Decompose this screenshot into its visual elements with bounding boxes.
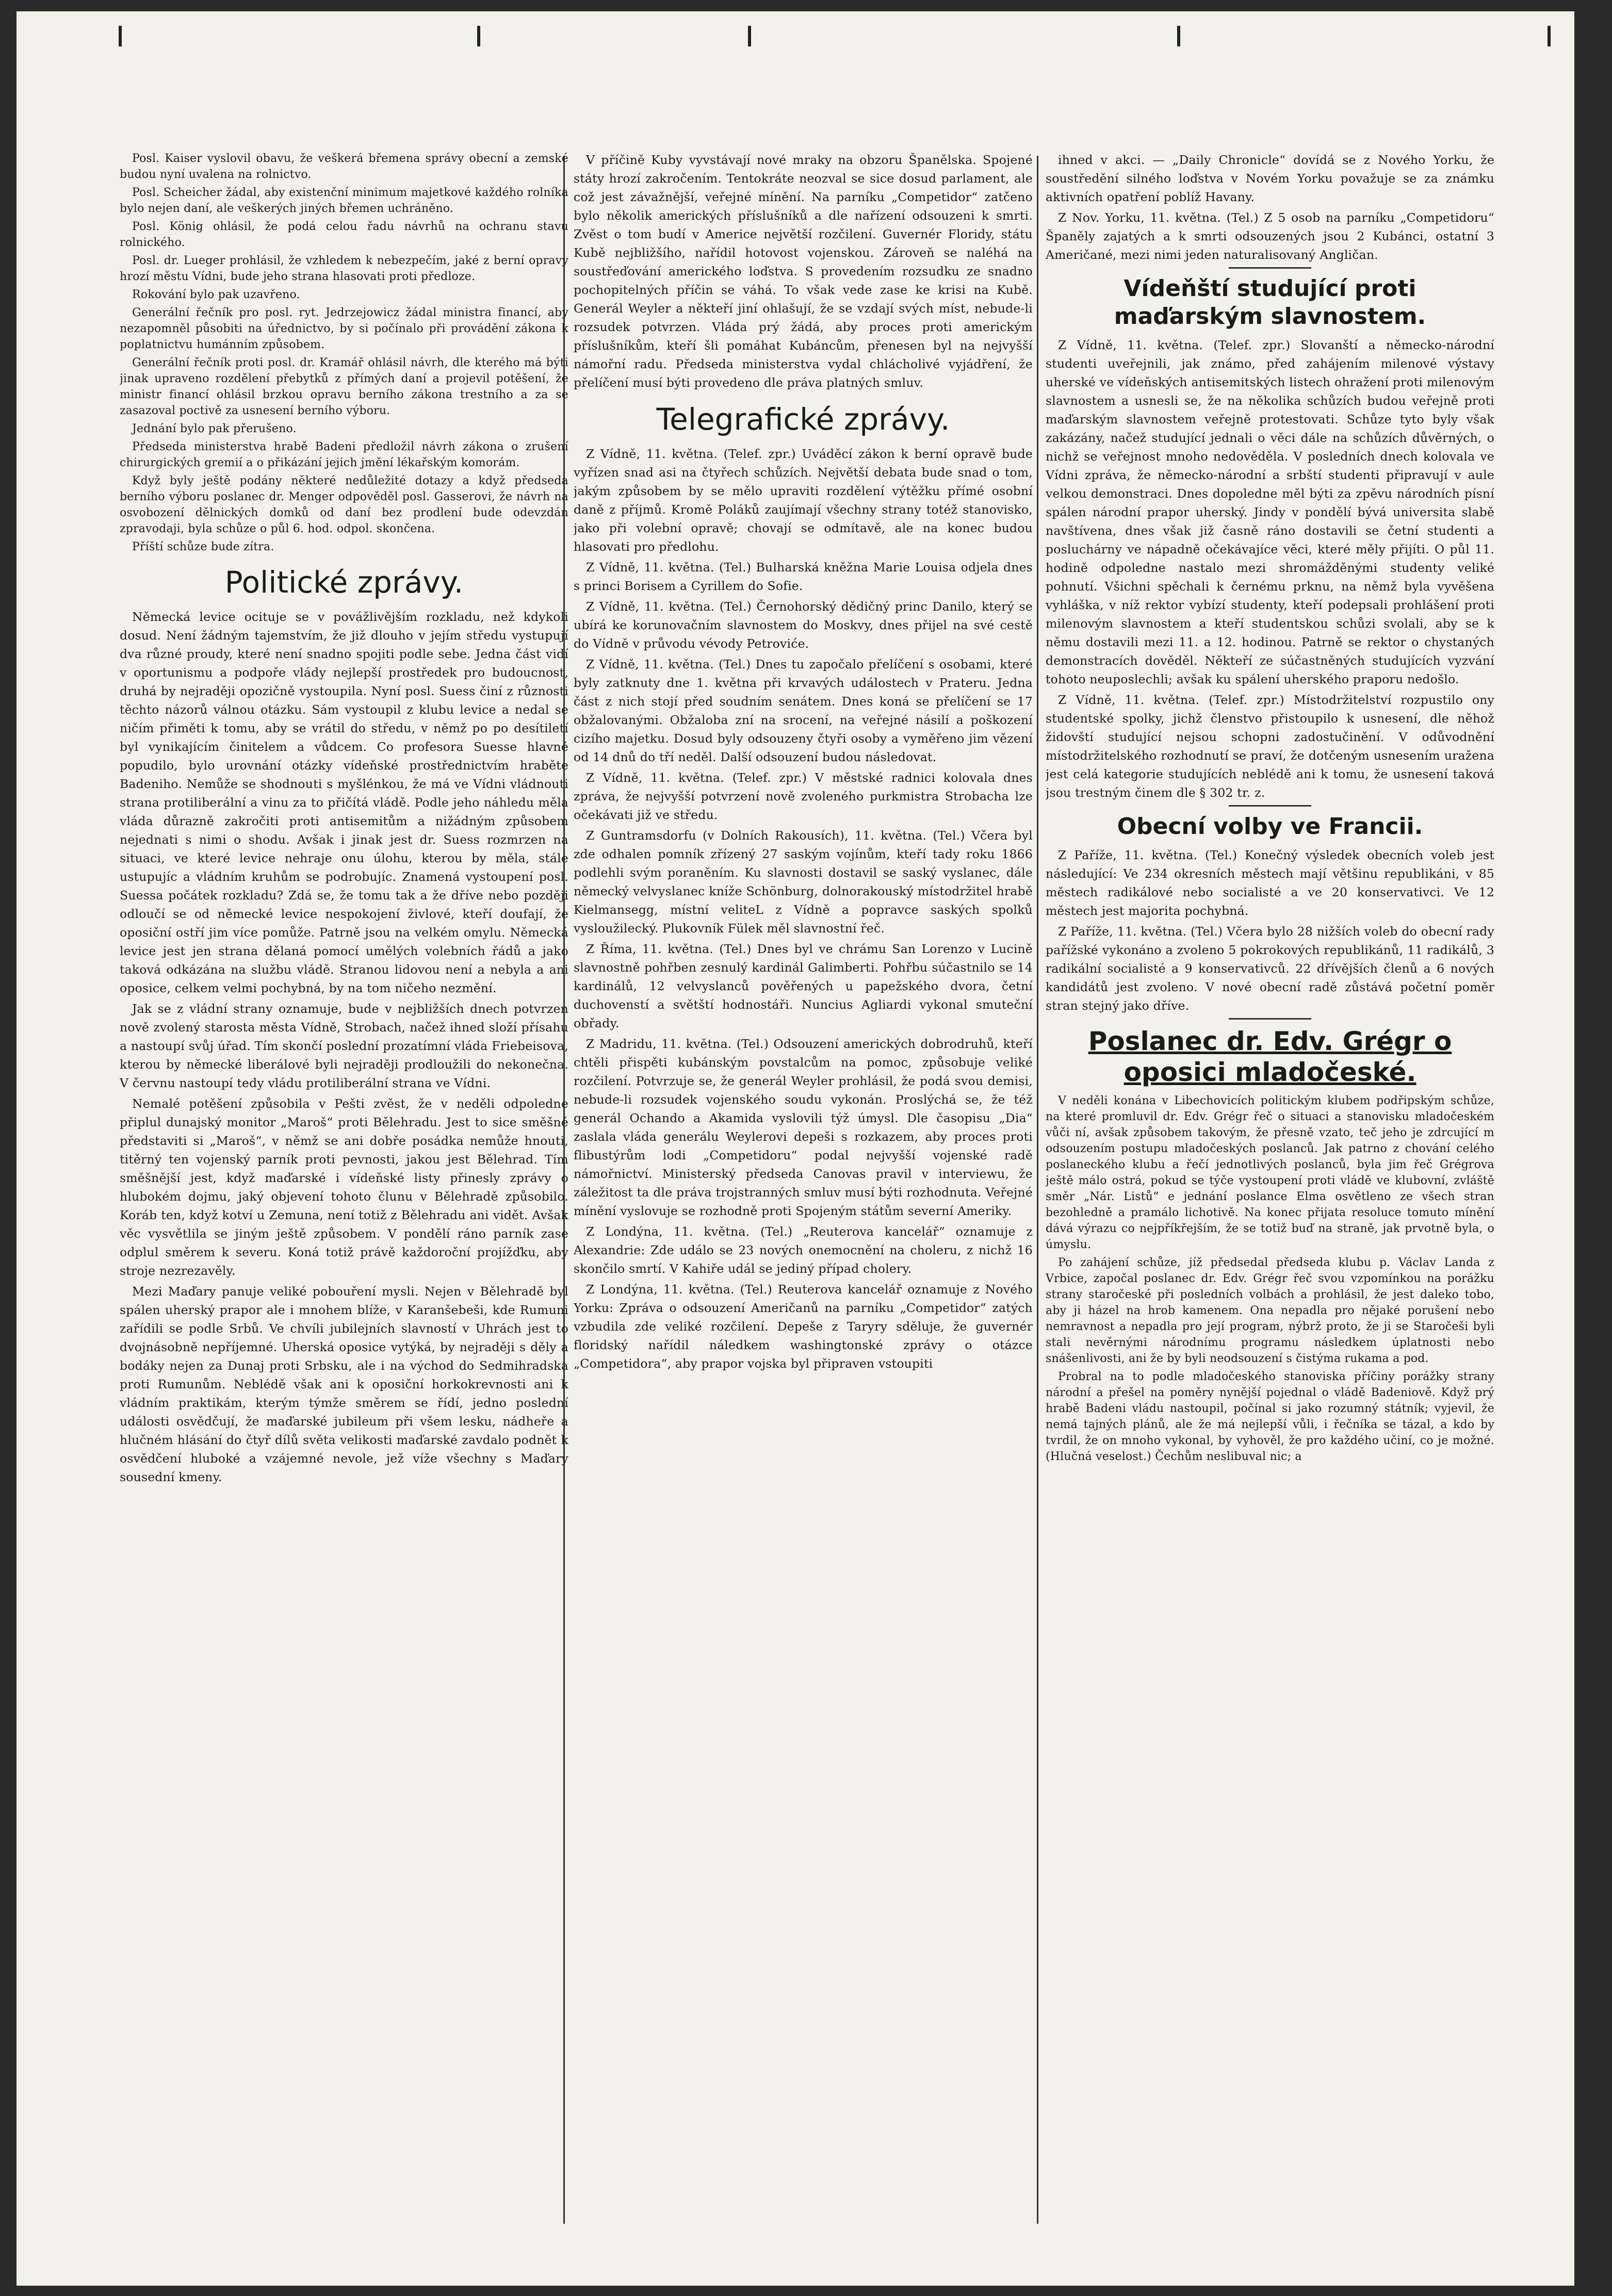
separator-line [1229,1018,1311,1020]
paragraph: Příští schůze bude zítra. [132,540,274,553]
section-heading-studujici: Vídeňští studující proti maďarským slavnostem. [1114,275,1426,330]
paragraph: V neděli konána v Libechovicích politickým klubem podřipským schůze, na které promluvil dr. Edv. Grégr řeč o situaci a stanovisku mladočeském vůči ní, avšak způsobem takovým, že přesně vzato, teč jeho je zdrcující m odsouzením postupu mladočeských poslanců. Jak patrno z chování celého poslaneckého klubu a řečí jednotlivých poslanců, byla jim řeč Grégrova ještě málo ostrá, pokud se týče vystoupení proti vládě ve klubovní, zvláště směr „Nár. Listů“ e jednání poslance Elma osvětleno ze všech stran bezohledně a pramálo lichotivě. Na konec přijata resoluce tomuto mínění dává výrazu co nejpříkřejším, že se totiž buď na straně, jak prvotně byla, o úmyslu. [1046,1094,1494,1251]
gregr-article [1046,1093,1494,1465]
edge-mark [1548,26,1551,46]
section-heading-telegraficke-zpravy: Telegrafické zprávy. [656,402,950,437]
separator-line [1229,805,1311,807]
paragraph: Z Vídně, 11. května. (Telef. zpr.) V městské radnici kolovala dnes zpráva, že nejvyšší potvrzení nově zvoleného purkmistra Strobacha lze očekávati již ve středu. [574,770,1033,822]
paragraph: Z Paříže, 11. května. (Tel.) Včera bylo 28 nižších voleb do obecní rady pařížské vykonáno a zvoleno 5 pokrokových republikánů, 11 radikálů, 3 radikální socialisté a 9 konservativců. 22 dřívějších členů a 6 nových kandidátů jest zvoleno. V nové obecní radě zůstává početní poměr stran stejný jako dříve. [1046,924,1494,1013]
paragraph: Rokování bylo pak uzavřeno. [132,288,300,301]
paragraph: Z Vídně, 11. května. (Tel.) Dnes tu započalo přelíčení s osobami, které byly zatknuty dne 1. května při krvavých událostech v Prateru. Jedna část z nich stojí před soudním senátem. Dnes koná se přelíčení se 17 obžalovanými. Obžaloba zní na srocení, na veřejné násilí a poškození cizího majetku. Dosud byly odsouzeny čtyři osoby a vyměřeno jim vězení od 14 dnů do tří neděl. Další odsouzení budou následovat. [574,657,1033,764]
paragraph: Mezi Maďary panuje veliké pobouření mysli. Nejen v Bělehradě byl spálen uherský prapor ale i mnohem blíže, v Karanšebeši, kde Rumuni zařídili se podle Srbů. Ve chvíli jubilejních slavností v Uhrách jest to dvojnásobně nepříjemné. Uherská oposice vytýká, by nejraději s děly a bodáky nejen za Dunaj proti Srbsku, ale i na východ do Sedmihradska proti Rumunům. Neblédě však ani k oposiční horkokrevnosti ani k vládním praktikám, kterým týmže směrem se řídí, jedno poslední události osvědčují, že maďarské jubileum při všem lesku, nádheře a hlučném hlásání do čtyř dílů světa velikosti maďarské zavdalo podnět k osvědčení hluboké a vzájemné nevole, jež víže všechny s Maďary sousední kmeny. [120,1284,568,1484]
column-2 [574,151,1033,2229]
column-1 [120,151,568,2229]
separator-line [1229,267,1311,269]
paragraph: Posl. Scheicher žádal, aby existenční minimum majetkové každého rolníka bylo nejen daní, ale veškerých jiných břemen uchráněno. [120,186,568,215]
paragraph: Posl. Kaiser vyslovil obavu, že veškerá břemena správy obecní a zemské budou nyní uvalena na rolnictvo. [120,152,568,181]
paragraph: Generální řečník proti posl. dr. Kramář ohlásil návrh, dle kterého má býti jinak upraveno rozdělení přebytků z přímých daní a projevil potěšení, že ministr financí ohlásil brzkou opravu berního zákona trestního a za se zasazoval poctivě za usnesení berního výboru. [120,356,568,417]
paragraph: Z Londýna, 11. května. (Tel.) „Reuterova kancelář“ oznamuje z Alexandrie: Zde událo se 23 nových onemocnění na choleru, z nichž 16 skončilo smrtí. V Kahiře udál se jediný případ cholery. [574,1224,1033,1276]
paragraph: Posl. König ohlásil, že podá celou řadu návrhů na ochranu stavu rolnického. [120,220,568,249]
paragraph: Německá levice ocituje se v povážlivějším rozkladu, než kdykoli dosud. Není žádným tajemstvím, že již dlouho v jejím středu vystupují dva různé proudy, které není snadno spojiti podle sebe. Jedna část vidí v oportunismu a podpoře vlády nejlepší prostředek pro budoucnost, druhá by nejraději opozičně vystoupila. Nyní posl. Suess činí z různosti těchto názorů válnou otázku. Sám vystoupil z klubu levice a nedal se ničím přiměti k tomu, aby se vrátil do středu, v němž po po desítiletí byl vynikajícím činitelem a vůdcem. Co profesora Suesse hlavně popudilo, bylo urovnání otázky vídeňské prostřednictvím hraběte Badeniho. Nemůže se shodnouti s myšlénkou, že má ve Vídni vládnouti strana protiliberální a vinu za to přičítá vládě. Podle jeho náhledu měla vláda důrazně zakročiti proti antisemitům a nižádným způsobem nejednati s nimi o shodu. Avšak i jinak jest dr. Suess rozmrzen na situaci, ve které levice nehraje onu úlohu, kterou by měla, stále ustupujíc a vládním kruhům se podrobujíc. Znamená vystoupení posl. Suessa počátek rozkladu? Zdá se, že tomu tak a že dříve nebo později odloučí se od německé levice nespokojení živlové, kteří doufají, že oposiční ostří jim více pomůže. Patrně jsou na velkém omylu. Německá levice jest jen strana dělaná pomocí umělých volebních řádů a jako taková odkázána na službu vládě. Stranou lidovou není a nebyla a ani oposice, celkem velmi pochybná, by na tom ničeho nezmění. [120,610,568,995]
paragraph: Z Guntramsdorfu (v Dolních Rakousích), 11. května. (Tel.) Včera byl zde odhalen pomník zřízený 27 saským vojínům, kteří tady roku 1866 podlehli svým poraněním. Ku slavnosti dostavil se saský vyslanec, dále německý velvyslanec kníže Schönburg, dolnorakouský místodržitel hrabě Kielmansegg, místní veliteL z Vídně a popravce saských spolků vysloužilecký. Plukovník Fülek měl slavnostní řeč. [574,828,1033,936]
paragraph: Jak se z vládní strany oznamuje, bude v nejbližších dnech potvrzen nově zvolený starosta města Vídně, Strobach, načež ihned složí přísahu a nastoupí svůj úřad. Tím skončí poslední prozatímní vláda Friebeisova, kterou by německé liberálové byli nejraději prodloužili do nekonečna. V červnu nastoupí tedy vládu protiliberální strana ve Vídni. [120,1002,568,1090]
paragraph: Z Vídně, 11. května. (Telef. zpr.) Slovanští a německo-národní studenti uveřejnili, jak známo, před zahájením milenové výstavy uherské ve vídeňských antisemitských listech ohražení proti milenovým slavnostem a usnesli se, že na několika schůzích budou veřejně proti maďarským slavnostem veřejně protestovati. Schůze tyto byly však zakázány, načež studující jednali o věci dále na schůzích důvěrných, o nichž se veřejnost mnoho nedověděla. V posledních dnech kolovala ve Vídni zpráva, že německo-národní a srbští studenti připravují v aule velkou demonstraci. Dnes dopoledne měl býti za zpěvu národních písní spálen národní prapor uherský. Jindy v pondělí bývá universita slabě navštívena, dnes však již časně ráno dostavili se četní studenti a posluchárny ve nápadně očekávajíce věci, které měly přijíti. O půl 11. hodině odpoledne nastalo mezi shromážděnými studenty veliké pohnutí. Všichni spěchali k černému prknu, na němž byla vyvěšena vyhláška, v níž rektor vybízí studenty, kteří podepsali prohlášení proti milenovým slavnostem a kteří studentskou schůzi svolali, aby se k němu dostavili mezi 11. a 12. hodinou. Patrně se rektor o chystaných demonstracích dověděl. Někteří ze súčastněných studujících vyzvání tohoto neuposlechli; avšak ku spálení uherského praporu nedošlo. [1046,338,1494,686]
paragraph: Z Paříže, 11. května. (Tel.) Konečný výsledek obecních voleb jest následující: Ve 234 okresních městech mají většinu republikáni, v 85 městech radikálové nebo socialisté a ve 20 konservativci. Ve 12 městech jest majorita pochybná. [1046,848,1494,918]
paragraph: V příčině Kuby vyvstávají nové mraky na obzoru Španělska. Spojené státy hrozí zakročením. Tentokráte neozval se sice dosud parlament, ale což jest závažnější, veřejné mínění. Na parníku „Competidor“ zatčeno bylo několik amerických příslušníků a dle nařízení odsouzeni k smrti. Zvěst o tom budí v Americe největší rozčilení. Guvernér Floridy, státu Kubě nejbližšího, nařídil hotovost vojenskou. Zároveň se naléhá na soustřeďování amerického loďstva. S provedením rozsudku ze snadno pochopitelných příčin se váhá. To však vede zase ke krisi na Kubě. Generál Weyler a někteří jiní ohlašují, že se vzdají svých míst, nebude-li rozsudek potvrzen. Vláda prý žádá, aby proces proti americkým příslušníkům, kteří šli pomáhat Kubáncům, přenesen byl na nejvyšší námořní radu. Předseda ministerstva vydal chlácholivé vyjádření, že přelíčení musí býti provedeno dle práva platných smluv. [574,153,1033,390]
paragraph: Z Vídně, 11. května. (Telef. zpr.) Místodržitelství rozpustilo ony studentské spolky, jichž členstvo přistoupilo k usnesení, dle něhož židovští studující nejsou schopni zadostučinění. V odůvodnění místodržitelského rozhodnutí se praví, že dotčeným usnesením uražena jest celá kategorie studujících neblédě ani k tomu, že usnesení taková jsou trestným činem dle § 302 tr. z. [1046,693,1494,800]
section-heading-obecni-volby: Obecní volby ve Francii. [1117,813,1423,840]
newspaper-page [17,11,1574,2286]
paragraph: Z Nov. Yorku, 11. května. (Tel.) Z 5 osob na parníku „Competidoru“ Španěly zajatých a k smrti odsouzených jsou 2 Kubánci, ostatní 3 Američané, mezi nimi jeden naturalisovaný Angličan. [1046,210,1494,262]
paragraph: Nemalé potěšení způsobila v Pešti zvěst, že v neděli odpoledne připlul dunajský monitor „Maroš“ proti Bělehradu. Jest to sice směšné představiti si „Maroš“, v němž se ani dobře posádka nemůže hnouti, titěrný ten vojenský parník proti pevnosti, jakou jest Bělehrad. Tím směšnější jest, když maďarské i vídeňské listy přinesly zprávy o hlubokém dojmu, jaký objevení tohoto člunu v Bělehradě způsobilo. Koráb ten, když kotví u Zemuna, není totiž z Bělehradu ani vidět. Avšak věc vysvětlila se jiným ještě způsobem. V pondělí ráno parník zase odplul směrem k severu. Koná totiž právě každoroční projížďku, aby stroje nezrezavěly. [120,1096,568,1278]
edge-mark [748,26,751,46]
paragraph: Z Říma, 11. května. (Tel.) Dnes byl ve chrámu San Lorenzo v Lucině slavnostně pohřben zesnulý kardinál Galimberti. Pohřbu súčastnilo se 14 kardinálů, 12 velvyslanců pověřených u papežského dvora, četní duchovenstí a světští hodnostáři. Nuncius Agliardi vykonal smuteční obřady. [574,942,1033,1030]
paragraph: Z Madridu, 11. května. (Tel.) Odsouzení amerických dobrodruhů, kteří chtěli přispěti kubánským povstalcům na pomoc, způsobuje veliké rozčilení. Potvrzuje se, že generál Weyler prohlásil, že podá svou demisi, nebude-li rozsudek vojenského soudu vykonán. Proslýchá se, že též generál Ochando a Akamida vyslovili týž úmysl. Dle časopisu „Dia“ zaslala vláda generálu Weylerovi depeši s rozkazem, aby proces proti flibustýrům lodi „Competidoru“ podal nejvyšší vojenské radě námořnictví. Ministerský předseda Canovas pravil v interviewu, že záležitost ta dle práva trojstranných smluv musí býti rozhodnuta. Veřejné mínění vyslovuje se rozhodně proti Spojeným státům severní Ameriky. [574,1037,1033,1218]
paragraph: Z Vídně, 11. května. (Telef. zpr.) Uváděcí zákon k berní opravě bude vyřízen snad asi na čtyřech schůzích. Největší debata bude snad o tom, jakým způsobem by se mělo upraviti rozdělení výtěžku přímé osobní daně z příjmů. Kromě Poláků zaujímají všechny strany totéž stanovisko, jako při volební opravě; chovají se odmítavě, ale na konec budou hlasovati pro předlohu. [574,447,1033,554]
section-heading-politicke-zpravy: Politické zprávy. [224,565,464,600]
paragraph: Probral na to podle mladočeského stanoviska příčiny porážky strany národní a přešel na poměry nynější pojednal o vládě Badeniově. Když prý hrabě Badeni vládu nastoupil, počínal si jako rozumný státník; vyjevil, že nemá tajných plánů, ale že má nejlepší vůli, i řečníka se tázal, a kdo by tvrdil, že on mnoho vykonal, by vyhověl, že pro každého učiní, co je možné. (Hlučná veselost.) Čechům neslibuval nic; a [1046,1370,1494,1463]
paragraph: ihned v akci. — „Daily Chronicle“ dovídá se z Nového Yorku, že soustředění silného loďstva v Novém Yorku považuje se za známku aktivních opatření poblíž Havany. [1046,153,1494,204]
edge-mark [1177,26,1180,46]
paragraph: Jednání bylo pak přerušeno. [132,422,297,435]
column-3 [1046,151,1494,2229]
paragraph: Z Londýna, 11. května. (Tel.) Reuterova kancelář oznamuje z Nového Yorku: Zpráva o odsouzení Američanů na parníku „Competidor“ zatých vzbudila zde veliké rozčilení. Depeše z Taryry sděluje, že guvernér floridský nařídil náledkem washingtonské zprávy o otázce „Competidora“, aby prapor vojska byl připraven vstoupiti [574,1282,1033,1371]
parliament-report [120,151,568,555]
paragraph: Z Vídně, 11. května. (Tel.) Černohorský dědičný princ Danilo, který se ubírá ke korunovačním slavnostem do Moskvy, dnes přijel na své cestě do Vídně v průvodu vévody Petroviće. [574,599,1033,651]
paragraph: Když byly ještě podány některé nedůležité dotazy a když předseda berního výboru poslanec dr. Menger odpověděl posl. Gasserovi, že návrh na osvobození dělnických domků od daní bez prodlení bude odevzdán zpravodaji, byla schůze o půl 6. hod. odpol. skončena. [120,474,568,535]
section-heading-gregr: Poslanec dr. Edv. Grégr o oposici mladočeské. [1088,1026,1452,1087]
paragraph: Z Vídně, 11. května. (Tel.) Bulharská kněžna Marie Louisa odjela dnes s princi Borisem a Cyrillem do Sofie. [574,560,1033,593]
column-rule [1037,156,1038,2224]
paragraph: Předseda ministerstva hrabě Badeni předložil návrh zákona o zrušení chirurgických gremií a o přikázání jejich jmění lékařským komorám. [120,440,568,469]
paragraph: Posl. dr. Lueger prohlásil, že vzhledem k nebezpečím, jaké z berní opravy hrozí městu Vídni, bude jeho strana hlasovati proti předloze. [120,254,568,283]
edge-mark [477,26,480,46]
edge-mark [119,26,122,46]
paragraph: Po zahájení schůze, jíž předsedal předseda klubu p. Václav Landa z Vrbice, započal poslanec dr. Edv. Grégr řeč svou vzpomínkou na porážku strany staročeské při posledních volbách a prohlásil, že jest daleko tobo, aby ji házel na hrob kamenem. Ona nepadla pro nějaké porušení nebo nemravnost a nepadla pro její program, nýbrž proto, že ji se Staročeši byli stali nevěrnými národnímu programu následkem úplatnosti nebo snášenlivosti, ani že by byli neodsouzení s čistýma rukama a pod. [1046,1256,1494,1365]
paragraph: Generální řečník pro posl. ryt. Jedrzejowicz žádal ministra financí, aby nezapomněl působiti na úřednictvo, by si počínalo při provádění zákona k poplatnictvu humánním způsobem. [120,306,568,351]
